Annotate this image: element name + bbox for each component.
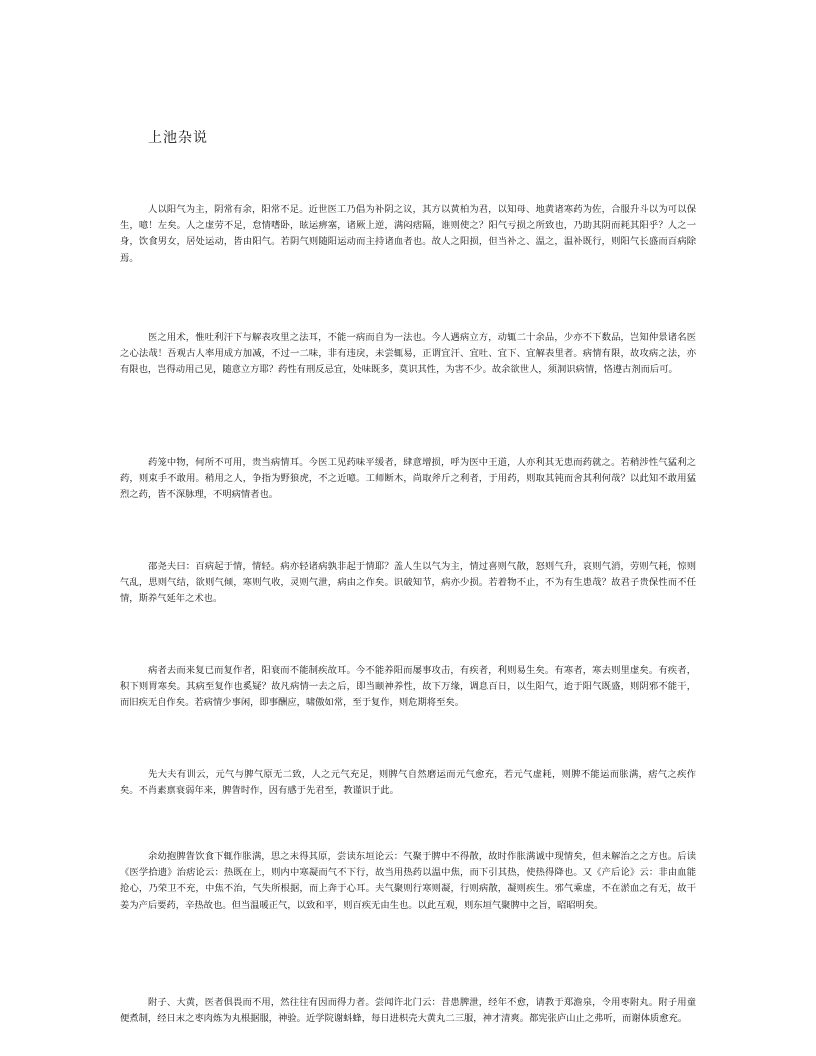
- paragraph-1: 人以阳气为主，阴常有余，阳常不足。近世医工乃倡为补阴之议，其方以黄柏为君，以知母、地黄诸寒药为佐，合服升斗以为可以保生，噫！左矣。人之虚劳不足，怠情嗜卧，眩运痹塞，诸厥上逆，满闷痞隔，谁则使之？阳气亏损之所致也，乃助其阴而耗其阳乎？人之一身，饮食男女，居处运动，皆由阳气。若阴气则随阳运动而主持诸血者也。故人之阳损，但当补之、温之，温补既行，则阳气长盛而百病除焉。: [120, 204, 696, 264]
- paragraph-6: 先大夫有训云，元气与脾气原无二致，人之元气充足，则脾气自然磨运而元气愈充，若元气虚耗，则脾不能运而胀满，痞气之疾作矣。不肖素禀衰弱年来，脾眚时作，因有感于先君至，教谨识于此。: [120, 769, 696, 797]
- paragraph-2: 医之用术，惟吐利汗下与解表攻里之法耳，不能一病而自为一法也。今人遇病立方，动辄二十余品，少亦不下数品，岂知仲景诸名医之心法哉！吾观古人率用成方加减，不过一二味，非有违戾，未尝辄易，正谓宜汗、宜吐、宜下、宜解表里者。病情有限，故攻病之法，亦有限也，岂得动用己见，随意立方耶？药性有刑反忌宜，处味既多，莫识其性，为害不少。故余欲世人，须洞识病情，恪遵古剂而后可。: [120, 332, 696, 376]
- paragraph-3: 药笼中物，何所不可用，贵当病情耳。今医工见药味平缓者，肆意增损，呼为医中王道，人亦利其无患而药就之。若稍涉性气猛利之药，则束手不敢用。稍用之人，争指为野狼虎，不之近噫。工师断木，尚取斧斤之利者，于用药，则取其钝而舍其利何哉？以此知不敢用猛烈之药，皆不深脉理，不明病情者也。: [120, 457, 696, 501]
- paragraph-4: 邵尧夫曰：百病起于情，情轻。病亦轻诸病孰非起于情耶？盖人生以气为主，情过喜则气散，怒则气升，哀则气消，劳则气耗，惊则气乱，思则气结，欲则气倾，寒则气收，灵则气泄，病由之作矣。识破知节，病亦少损。若着物不止，不为有生患哉？故君子贵保性而不任情，斯养气延年之术也。: [120, 561, 696, 605]
- paragraph-7: 余幼抱脾眚饮食下辄作胀满，思之未得其原，尝读东垣论云：气聚于脾中不得散，故时作胀满诚中现情矣，但未解治之之方也。后读《医学拾遗》治痞论云：热既在上，则内中寒凝而气不下行，故当用热药以温中焦，而下引其热，使热得降也。又《产后论》云：非由血能抢心，乃荣卫不充，中焦不治，气失所根据，而上奔于心耳。夫气聚则行寒则凝，行则病散，凝则疾生。邪气乘虚，不在淤血之有无，故干姜为产后要药，辛热故也。但当温暖正气，以致和平，则百疾无由生也。以此互观，则东垣气聚脾中之旨，昭昭明矣。: [120, 851, 696, 911]
- paragraph-8: 附子、大黄，医者俱畏而不用，然往往有因而得力者。尝闻许北门云：昔患脾泄，经年不愈，请教于郑澹泉，令用枣附丸。附子用童便煮制，经日末之枣肉炼为丸根据服，神验。近学院谢蚪蜂，每日进枳壳大黄丸二三服，神才清爽。都宪张庐山止之弗听，而谢体质愈充。: [120, 997, 696, 1025]
- page-title: 上池杂说: [148, 130, 208, 146]
- paragraph-5: 病者去而来复已而复作者，阳衰而不能制疾故耳。今不能养阳而屡事攻击，有疾者，利则易生矣。有寒者，寒去则里虚矣。有疾者，积下则胃寒矣。其病至复作也奚疑？故凡病情一去之后，即当颐神养性，故下万缘，调息百日，以生阳气，迨于阳气既盛，则阴邪不能干，而旧疾无自作矣。若病情少事闲，即事酬应，啸傲如常，至于复作，则危期将至矣。: [120, 665, 696, 709]
